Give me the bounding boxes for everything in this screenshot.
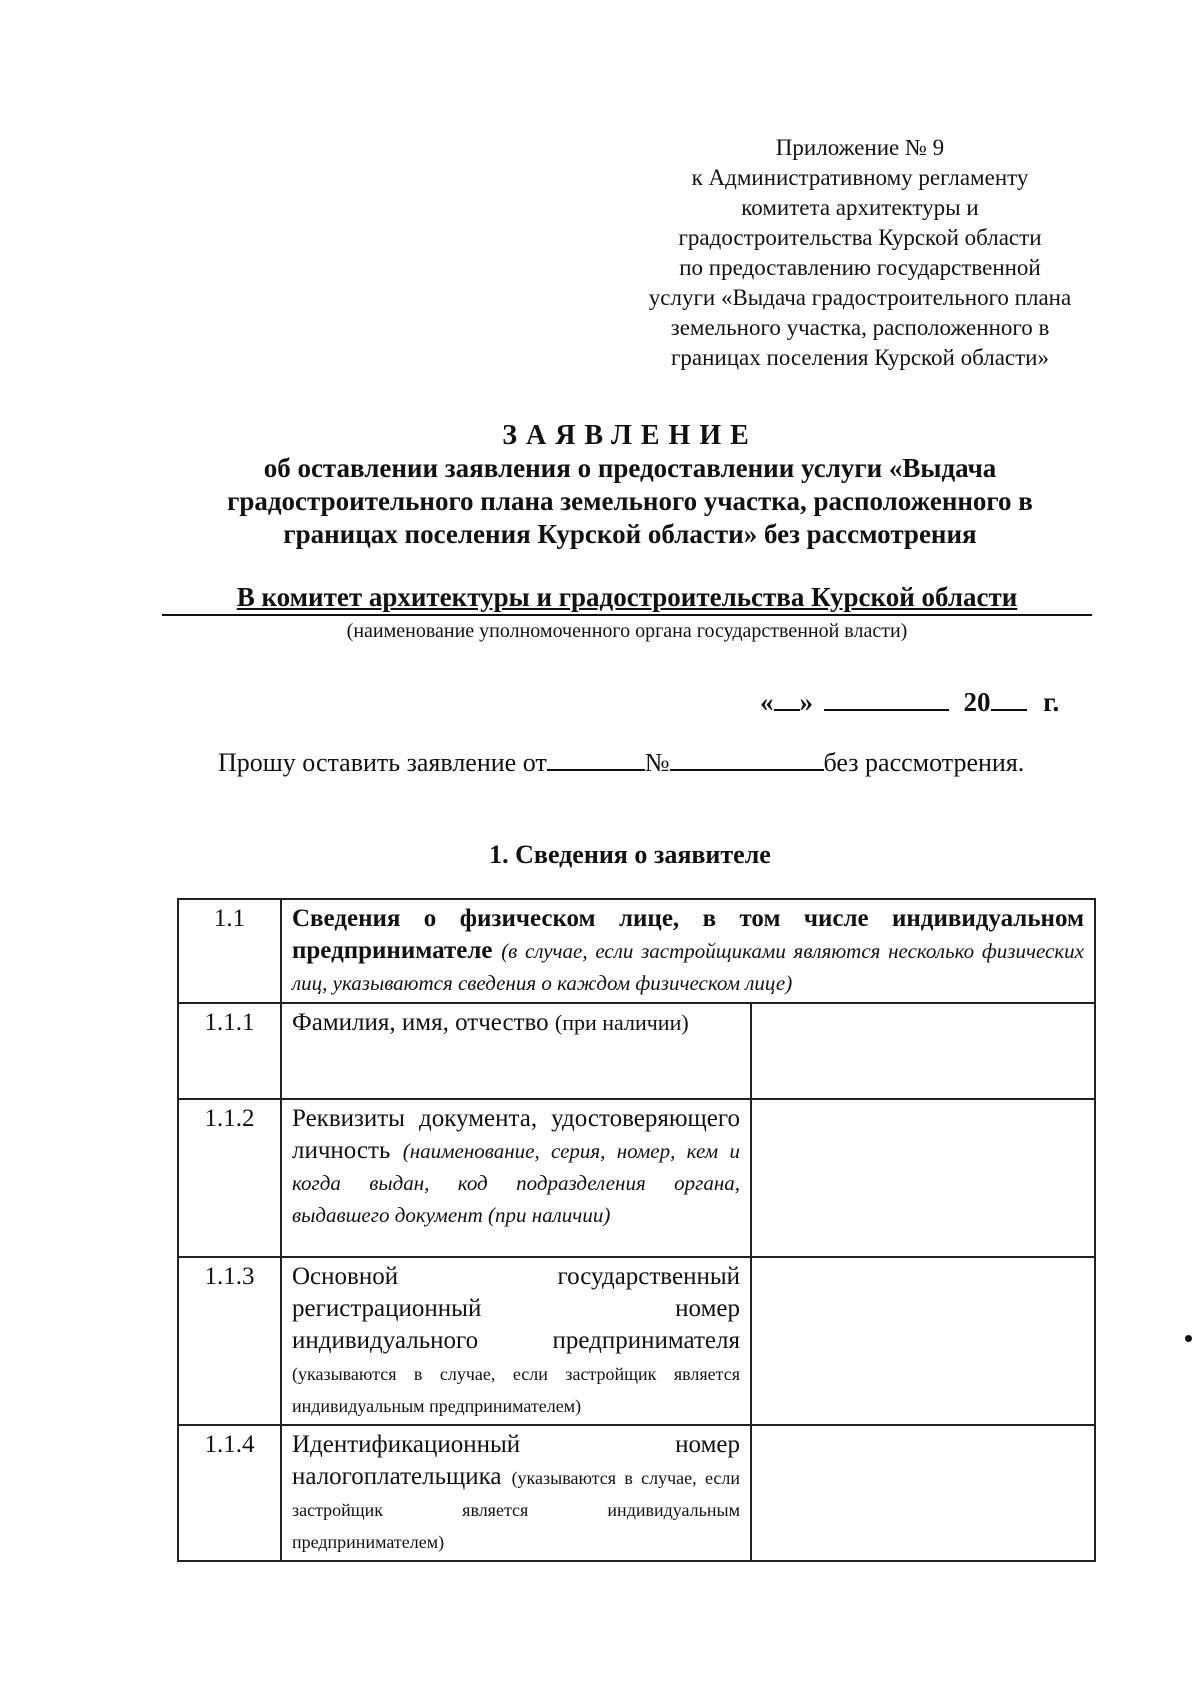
row-note: (при наличии) bbox=[554, 1010, 689, 1035]
request-suffix: без рассмотрения. bbox=[823, 748, 1025, 777]
applicant-info-table bbox=[177, 898, 1096, 1562]
request-date-blank[interactable] bbox=[547, 745, 645, 771]
request-number-blank[interactable] bbox=[670, 745, 824, 771]
header-cell bbox=[281, 899, 1095, 1003]
year-suffix: г. bbox=[1043, 687, 1060, 717]
appendix-line: земельного участка, расположенного в bbox=[670, 315, 1050, 340]
appendix-line: к Административному регламенту bbox=[691, 165, 1029, 190]
date-line bbox=[760, 685, 1100, 718]
row-label-cell bbox=[281, 1425, 751, 1561]
row-number: 1.1.2 bbox=[178, 1099, 281, 1257]
row-number: 1.1 bbox=[178, 899, 281, 1003]
day-blank[interactable] bbox=[774, 685, 800, 711]
row-value-field[interactable] bbox=[751, 1257, 1095, 1425]
row-number: 1.1.1 bbox=[178, 1003, 281, 1099]
row-note: (наименование, серия, номер, кем и когда выдан, код подразделения органа, выдавшего документ (при наличии) bbox=[292, 1139, 741, 1227]
table-row bbox=[178, 1099, 1095, 1257]
authority-name: В комитет архитектуры и градостроительства Курской области bbox=[236, 582, 1018, 612]
row-label: Идентификационный номер налогоплательщика bbox=[292, 1431, 740, 1490]
header-title: Сведения о физическом лице, в том числе индивидуальном предпринимателе bbox=[292, 905, 1084, 964]
row-label-cell bbox=[281, 1257, 751, 1425]
month-blank[interactable] bbox=[824, 685, 949, 711]
year-prefix: 20 bbox=[963, 687, 991, 717]
header-note: (в случае, если застройщиками являются несколько физических лиц, указываются сведения о каждом физическом лице) bbox=[292, 939, 1085, 995]
subtitle-line: границах поселения Курской области» без рассмотрения bbox=[283, 519, 977, 549]
row-label-cell bbox=[281, 1003, 751, 1099]
table-row bbox=[178, 1003, 1095, 1099]
row-value-field[interactable] bbox=[751, 1099, 1095, 1257]
authority-field bbox=[162, 582, 1092, 616]
appendix-line: границах поселения Курской области» bbox=[670, 345, 1049, 370]
authority-caption: (наименование уполномоченного органа государственной власти) bbox=[346, 620, 908, 642]
appendix-line: градостроительства Курской области bbox=[678, 225, 1042, 250]
appendix-line: услуги «Выдача градостроительного плана bbox=[648, 285, 1072, 310]
date-close-quote: » bbox=[799, 687, 813, 717]
document-title: ЗАЯВЛЕНИЕ bbox=[502, 420, 758, 451]
subtitle-line: градостроительного плана земельного участка, расположенного в bbox=[227, 486, 1033, 516]
row-label: Фамилия, имя, отчество bbox=[292, 1009, 549, 1036]
row-number: 1.1.3 bbox=[178, 1257, 281, 1425]
row-label-cell bbox=[281, 1099, 751, 1257]
scan-dot bbox=[1185, 1335, 1192, 1342]
row-value-field[interactable] bbox=[751, 1425, 1095, 1561]
section-title: 1. Сведения о заявителе bbox=[489, 840, 771, 869]
row-label: Реквизиты документа, удостоверяющего личность bbox=[292, 1105, 740, 1164]
appendix-line: Приложение № 9 bbox=[775, 135, 945, 160]
subtitle-line: об оставлении заявления о предоставлении услуги «Выдача bbox=[263, 453, 997, 483]
appendix-line: комитета архитектуры и bbox=[741, 195, 979, 220]
date-open-quote: « bbox=[760, 687, 774, 717]
row-label: Основной государственный регистрационный номер индивидуального предпринимателя bbox=[292, 1263, 740, 1354]
request-line bbox=[218, 745, 1098, 778]
row-note: (указываются в случае, если застройщик является индивидуальным предпринимателем) bbox=[292, 1364, 740, 1416]
appendix-header bbox=[620, 133, 1100, 373]
appendix-line: по предоставлению государственной bbox=[679, 255, 1041, 280]
year-blank[interactable] bbox=[991, 685, 1027, 711]
row-value-field[interactable] bbox=[751, 1003, 1095, 1099]
table-row bbox=[178, 1425, 1095, 1561]
table-row bbox=[178, 1257, 1095, 1425]
row-number: 1.1.4 bbox=[178, 1425, 281, 1561]
document-subtitle bbox=[150, 452, 1110, 551]
table-header-row bbox=[178, 899, 1095, 1003]
request-number-label: № bbox=[644, 748, 670, 777]
request-prefix: Прошу оставить заявление от bbox=[218, 748, 547, 777]
row-note: (указываются в случае, если застройщик является индивидуальным предпринимателем) bbox=[292, 1468, 740, 1552]
